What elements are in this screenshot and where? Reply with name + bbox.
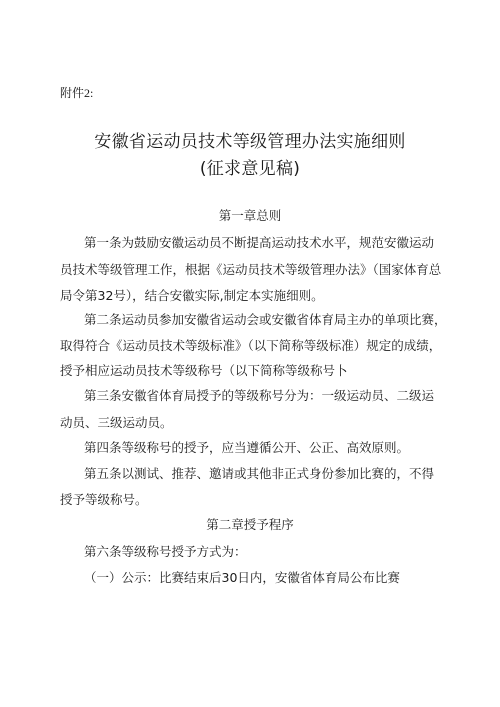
article-5-line-1: 第五条以测试、推荐、邀请或其他非正式身份参加比赛的，不得 bbox=[84, 466, 435, 481]
article-5-line-2: 授予等级称号。 bbox=[60, 492, 148, 507]
article-2-line-1: 第二条运动员参加安徽省运动会或安徽省体育局主办的单项比赛， bbox=[84, 312, 447, 327]
article-1-line-1: 第一条为鼓励安徽运动员不断提高运动技术水平，规范安徽运动 bbox=[84, 235, 435, 250]
attachment-label: 附件2: bbox=[60, 86, 94, 100]
article-1-line-3: 局令第32号），结合安徽实际,制定本实施细则。 bbox=[60, 288, 324, 303]
document-title: 安徽省运动员技术等级管理办法实施细则 bbox=[94, 132, 406, 152]
article-3-line-1: 第三条安徽省体育局授予的等级称号分为：一级运动员、二级运 bbox=[84, 388, 435, 403]
article-1-line-2: 员技术等级管理工作，根据《运动员技术等级管理办法》（国家体育总 bbox=[60, 262, 442, 277]
document-subtitle: (征求意见稿) bbox=[199, 159, 301, 179]
chapter-heading-2: 第二章授予程序 bbox=[206, 517, 294, 532]
article-2-line-2: 取得符合《运动员技术等级标准》（以下简称等级标准）规定的成绩， bbox=[60, 338, 442, 353]
article-4-line-1: 第四条等级称号的授予，应当遵循公开、公正、高效原则。 bbox=[84, 440, 410, 455]
chapter-heading-1: 第一章总则 bbox=[218, 208, 282, 223]
article-3-line-2: 动员、三级运动员。 bbox=[60, 415, 173, 430]
article-6-line-1: 第六条等级称号授予方式为： bbox=[84, 544, 247, 559]
article-2-line-3: 授予相应运动员技术等级称号（以下简称等级称号卜 bbox=[60, 363, 348, 378]
article-6-line-2: （一）公示：比赛结束后30日内，安徽省体育局公布比赛 bbox=[84, 570, 400, 585]
